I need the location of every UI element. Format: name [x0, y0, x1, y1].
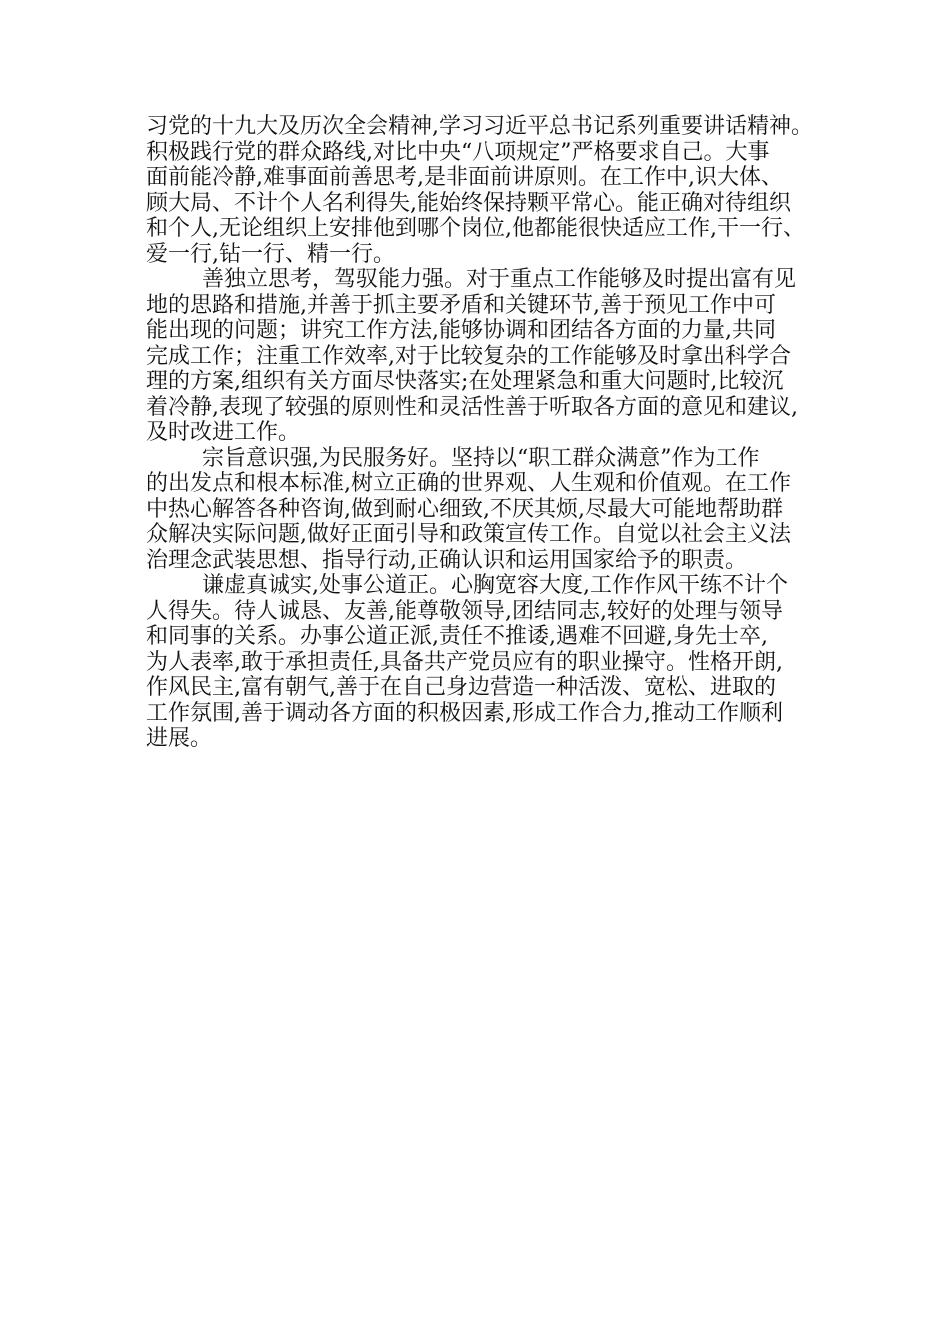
text-line: 地的思路和措施,并善于抓主要矛盾和关键环节,善于预见工作中可	[146, 292, 776, 318]
text-line: 善独立思考，驾驭能力强。对于重点工作能够及时提出富有见	[202, 267, 797, 292]
text-line: 的出发点和根本标准,树立正确的世界观、人生观和价值观。在工作	[146, 471, 791, 496]
text-line: 爱一行,钻一行、精一行。	[146, 241, 395, 267]
text-line: 及时改进工作。	[146, 420, 301, 445]
text-line: 理的方案,组织有关方面尽快落实;在处理紧急和重大问题时,比较沉	[146, 369, 784, 394]
text-line: 习党的十九大及历次全会精神,学习习近平总书记系列重要讲话精神。	[146, 114, 813, 139]
text-line: 众解决实际问题,做好正面引导和政策宣传工作。自觉以社会主义法	[146, 522, 791, 547]
text-line: 顾大局、不计个人名利得失,能始终保持颗平常心。能正确对待组织	[146, 190, 791, 216]
paragraph-2	[146, 267, 830, 446]
text-line: 中热心解答各种咨询,做到耐心细致,不厌其烦,尽最大可能地帮助群	[146, 496, 783, 522]
text-line: 宗旨意识强,为民服务好。坚持以“职工群众满意”作为工作	[202, 445, 760, 471]
text-line: 和个人,无论组织上安排他到哪个岗位,他都能很快适应工作,干一行、	[146, 216, 805, 241]
text-line: 能出现的问题；讲究工作方法,能够协调和团结各方面的力量,共同	[146, 318, 776, 343]
text-line: 工作氛围,善于调动各方面的积极因素,形成工作合力,推动工作顺利	[146, 700, 783, 726]
text-line: 进展。	[146, 726, 213, 751]
paragraph-3	[146, 446, 830, 574]
text-line: 着冷静,表现了较强的原则性和灵活性善于听取各方面的意见和建议,	[146, 394, 798, 420]
paragraph-1	[146, 114, 830, 267]
paragraph-4	[146, 573, 830, 752]
text-line: 治理念武装思想、指导行动,正确认识和运用国家给予的职责。	[146, 547, 747, 573]
text-line: 完成工作；注重工作效率,对于比较复杂的工作能够及时拿出科学合	[146, 343, 791, 369]
text-line: 谦虚真诚实,处事公道正。心胸宽容大度,工作作风干练不计个	[202, 573, 788, 598]
text-line: 作风民主,富有朝气,善于在自己身边营造一种活泼、宽松、进取的	[146, 675, 776, 700]
text-line: 面前能冷静,难事面前善思考,是非面前讲原则。在工作中,识大体、	[146, 165, 783, 190]
text-line: 为人表率,敢于承担责任,具备共产党员应有的职业操守。性格开朗,	[146, 649, 783, 675]
text-line: 人得失。待人诚恳、友善,能尊敬领导,团结同志,较好的处理与领导	[146, 598, 783, 624]
text-line: 积极践行党的群众路线,对比中央“八项规定”严格要求自己。大事	[146, 139, 770, 165]
document-body	[146, 114, 830, 752]
text-line: 和同事的关系。办事公道正派,责任不推诿,遇难不回避,身先士卒,	[146, 624, 768, 649]
